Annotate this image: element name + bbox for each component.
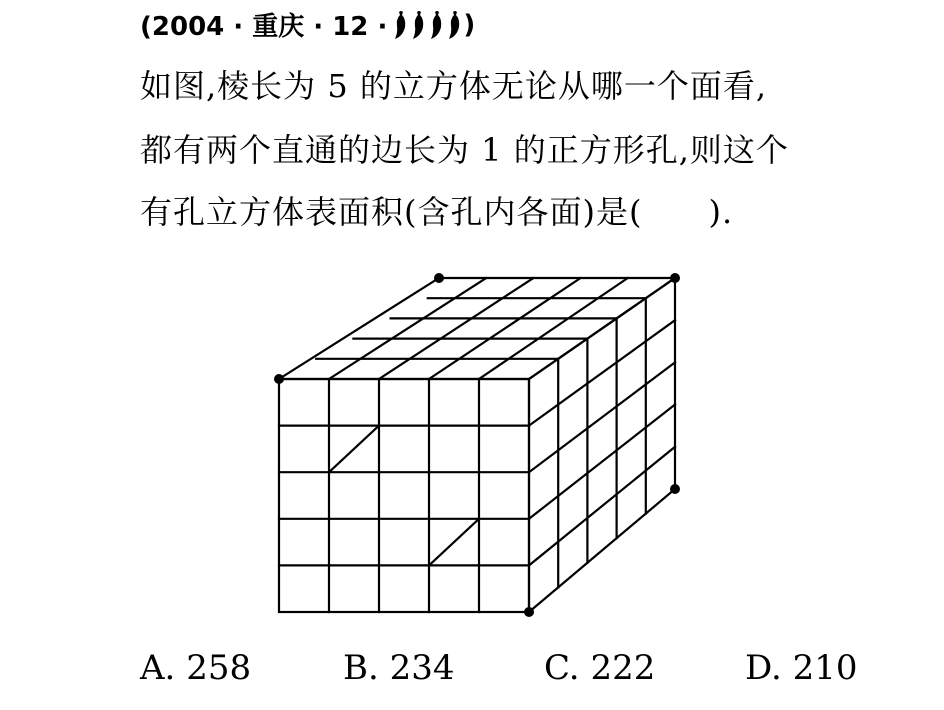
option-letter: C. — [544, 648, 580, 688]
option-value: 210 — [792, 648, 858, 688]
option-letter: D. — [745, 648, 782, 688]
option-b[interactable] — [343, 648, 455, 688]
vertex-dot — [670, 273, 680, 283]
difficulty-rating — [391, 10, 461, 40]
right-face — [529, 278, 675, 612]
option-letter: A. — [140, 648, 176, 688]
chili-pepper-icon — [409, 10, 425, 40]
question-source — [140, 6, 475, 43]
chili-pepper-icon — [427, 10, 443, 40]
vertex-dot — [434, 273, 444, 283]
question-line-2: 都有两个直通的边长为 1 的正方形孔,则这个 — [140, 131, 789, 169]
vertex-dot — [274, 374, 284, 384]
question-line-3: 有孔立方体表面积(含孔内各面)是( ). — [140, 193, 734, 231]
option-c[interactable] — [544, 648, 655, 688]
holed-cube-figure — [268, 268, 688, 618]
option-value: 258 — [186, 648, 252, 688]
option-a[interactable] — [140, 648, 251, 688]
source-label: (2004 · 重庆 · 12 · — [140, 12, 388, 42]
option-value: 222 — [590, 648, 656, 688]
option-letter: B. — [343, 648, 379, 688]
chili-pepper-icon — [445, 10, 461, 40]
front-face — [279, 379, 529, 612]
source-close: ) — [463, 9, 476, 40]
vertex-dot — [670, 484, 680, 494]
option-d[interactable] — [745, 648, 858, 688]
question-line-1: 如图,棱长为 5 的立方体无论从哪一个面看, — [140, 67, 768, 105]
chili-pepper-icon — [391, 10, 407, 40]
option-value: 234 — [389, 648, 455, 688]
vertex-dot — [524, 607, 534, 617]
